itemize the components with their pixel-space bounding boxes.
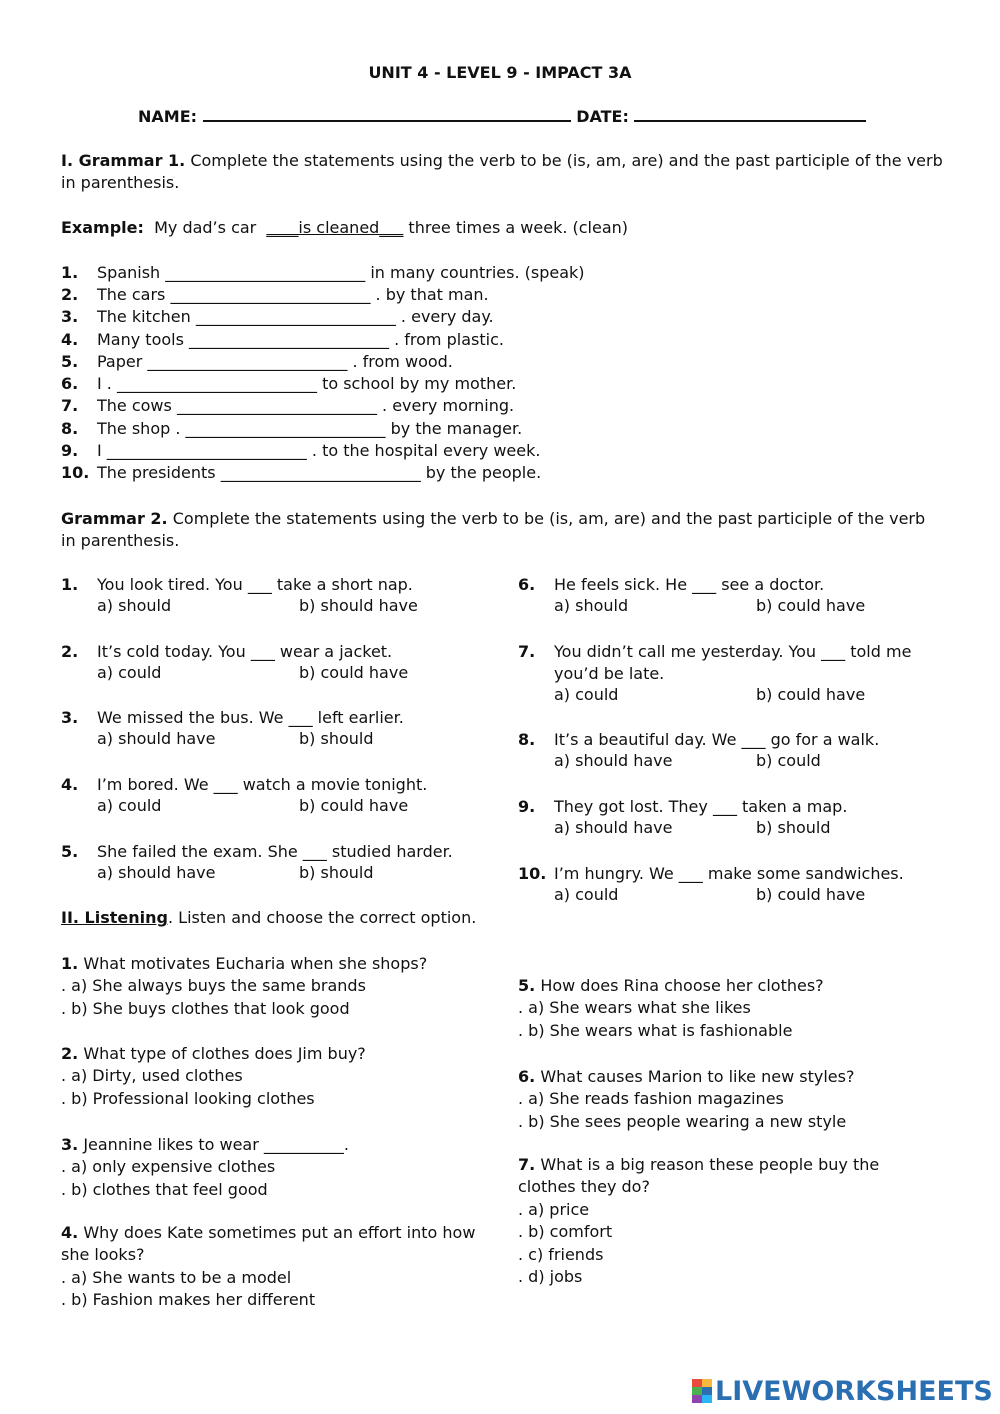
grammar2-question — [518, 641, 948, 707]
grammar1-example — [61, 217, 628, 239]
option-b[interactable]: b) could — [756, 751, 821, 770]
option-a[interactable]: a) could — [97, 663, 162, 682]
example-label: Example: — [61, 218, 144, 237]
item-number: 2. — [61, 285, 79, 304]
grammar2-question — [61, 707, 491, 751]
answer-option[interactable]: . a) She always buys the same brands — [61, 976, 366, 996]
item-text: I . _________________________ to school by my mother. — [97, 374, 517, 393]
grammar2-question — [61, 841, 491, 885]
listening-question — [61, 953, 427, 1020]
option-b[interactable]: b) could have — [756, 885, 866, 904]
listening-question — [61, 1043, 366, 1110]
grammar1-item[interactable] — [61, 351, 453, 373]
grammar1-instructions — [61, 150, 943, 172]
question-number: 7. — [518, 642, 536, 661]
question-text: He feels sick. He ___ see a doctor. — [554, 575, 825, 594]
grammar1-heading: I. Grammar 1. — [61, 151, 186, 170]
liveworksheets-logo[interactable] — [692, 1376, 993, 1406]
grammar2-instructions-line1: Complete the statements using the verb to be (is, am, are) and the past participle of the verb — [172, 509, 926, 528]
grammar2-instructions-line2: in parenthesis. — [61, 531, 180, 550]
grammar2-question — [518, 796, 948, 840]
question-text: It’s cold today. You ___ wear a jacket. — [97, 642, 393, 661]
question-text: I’m bored. We ___ watch a movie tonight. — [97, 775, 428, 794]
liveworksheets-logo-icon — [692, 1379, 712, 1403]
question-text: Jeannine likes to wear __________. — [83, 1135, 349, 1154]
question-number: 4. — [61, 775, 79, 794]
grammar1-instructions-line1: Complete the statements using the verb to be (is, am, are) and the past participle of the verb — [190, 151, 943, 170]
question-text: You didn’t call me yesterday. You ___ told me — [554, 642, 912, 661]
answer-option[interactable]: . a) She reads fashion magazines — [518, 1089, 784, 1109]
question-number: 10. — [518, 864, 547, 883]
item-text: The kitchen _________________________ . every day. — [97, 307, 494, 326]
grammar2-question — [518, 729, 948, 773]
example-answer: ____is cleaned___ — [266, 218, 404, 237]
grammar2-question — [61, 641, 491, 685]
option-a[interactable]: a) should have — [97, 863, 216, 882]
grammar1-item[interactable] — [61, 418, 522, 440]
item-text: Paper _________________________ . from wood. — [97, 352, 453, 371]
item-text: Many tools _________________________ . from plastic. — [97, 330, 504, 349]
question-text-cont: you’d be late. — [554, 664, 665, 683]
option-b[interactable]: b) could have — [756, 685, 866, 704]
listening-heading: II. Listening — [61, 908, 168, 927]
question-number: 9. — [518, 797, 536, 816]
name-label: NAME: — [138, 107, 198, 126]
option-b[interactable]: b) should — [299, 729, 374, 748]
item-number: 1. — [61, 263, 79, 282]
question-number: 3. — [61, 708, 79, 727]
date-label: DATE: — [576, 107, 629, 126]
date-field[interactable] — [634, 106, 866, 122]
item-number: 9. — [61, 441, 79, 460]
option-a[interactable]: a) should — [554, 596, 629, 615]
question-text: They got lost. They ___ taken a map. — [554, 797, 848, 816]
option-b[interactable]: b) could have — [756, 596, 866, 615]
option-b[interactable]: b) should have — [299, 596, 418, 615]
grammar1-item[interactable] — [61, 284, 489, 306]
grammar2-question — [518, 574, 948, 618]
grammar2-question — [61, 574, 491, 618]
item-number: 7. — [61, 396, 79, 415]
option-a[interactable]: a) should have — [97, 729, 216, 748]
option-a[interactable]: a) should have — [554, 818, 673, 837]
grammar2-heading: Grammar 2. — [61, 509, 168, 528]
answer-option[interactable]: . a) She wants to be a model — [61, 1267, 292, 1287]
option-a[interactable]: a) could — [554, 685, 619, 704]
option-b[interactable]: b) could have — [299, 663, 409, 682]
answer-option[interactable]: . b) Fashion makes her different — [61, 1290, 316, 1310]
grammar1-item[interactable] — [61, 440, 540, 462]
grammar1-item[interactable] — [61, 373, 516, 395]
question-number: 1. — [61, 575, 79, 594]
grammar1-item[interactable] — [61, 395, 514, 417]
answer-option[interactable]: . b) She sees people wearing a new style — [518, 1111, 847, 1131]
option-a[interactable]: a) could — [554, 885, 619, 904]
listening-instructions-text: . Listen and choose the correct option. — [167, 908, 477, 927]
question-number: 2. — [61, 642, 79, 661]
question-text: What causes Marion to like new styles? — [540, 1067, 855, 1086]
question-text: You look tired. You ___ take a short nap. — [97, 575, 413, 594]
example-after: three times a week. (clean) — [408, 218, 629, 237]
item-text: The shop . _________________________ by the manager. — [97, 419, 523, 438]
grammar2-instructions — [61, 508, 925, 530]
question-text: It’s a beautiful day. We ___ go for a walk. — [554, 730, 880, 749]
item-number: 5. — [61, 352, 79, 371]
option-b[interactable]: b) should — [299, 863, 374, 882]
question-number: 4. — [61, 1223, 79, 1242]
question-text: She failed the exam. She ___ studied harder. — [97, 842, 453, 861]
option-b[interactable]: b) should — [756, 818, 831, 837]
question-number: 1. — [61, 954, 79, 973]
item-number: 10. — [61, 463, 90, 482]
grammar1-item[interactable] — [61, 462, 541, 484]
answer-option[interactable]: . b) She buys clothes that look good — [61, 998, 350, 1018]
question-text: How does Rina choose her clothes? — [540, 976, 824, 995]
item-text: The cows _________________________ . every morning. — [97, 396, 515, 415]
answer-option[interactable]: . b) Professional looking clothes — [61, 1088, 315, 1108]
name-date-row — [138, 106, 866, 128]
grammar2-question — [61, 774, 491, 818]
listening-question — [518, 1154, 879, 1288]
answer-option[interactable]: . b) She wears what is fashionable — [518, 1020, 793, 1040]
question-number: 6. — [518, 1067, 536, 1086]
question-number: 2. — [61, 1044, 79, 1063]
answer-option[interactable]: . c) friends — [518, 1244, 604, 1264]
answer-option[interactable]: . d) jobs — [518, 1267, 583, 1287]
answer-option[interactable]: . b) clothes that feel good — [61, 1179, 268, 1199]
question-number: 7. — [518, 1155, 536, 1174]
question-text: I’m hungry. We ___ make some sandwiches. — [554, 864, 904, 883]
page-title: UNIT 4 - LEVEL 9 - IMPACT 3A — [368, 63, 632, 82]
listening-question — [518, 975, 824, 1042]
option-a[interactable]: a) should — [97, 596, 172, 615]
item-text: The presidents _________________________ by the people. — [97, 463, 542, 482]
question-number: 5. — [61, 842, 79, 861]
grammar1-item[interactable] — [61, 329, 504, 351]
option-a[interactable]: a) should have — [554, 751, 673, 770]
question-text-cont: she looks? — [61, 1245, 145, 1265]
listening-question — [61, 1222, 475, 1312]
grammar1-instructions-line2: in parenthesis. — [61, 173, 180, 192]
answer-option[interactable]: . b) comfort — [518, 1222, 613, 1242]
answer-option[interactable]: . a) She wears what she likes — [518, 998, 751, 1018]
grammar1-item[interactable] — [61, 306, 494, 328]
listening-question — [61, 1134, 349, 1201]
question-text: What type of clothes does Jim buy? — [83, 1044, 366, 1063]
question-text: Why does Kate sometimes put an effort into how — [83, 1223, 476, 1242]
grammar2-question — [518, 863, 948, 907]
question-number: 6. — [518, 575, 536, 594]
listening-instructions — [61, 907, 476, 929]
question-number: 8. — [518, 730, 536, 749]
option-b[interactable]: b) could have — [299, 796, 409, 815]
item-number: 6. — [61, 374, 79, 393]
item-number: 3. — [61, 307, 79, 326]
grammar1-item[interactable] — [61, 262, 585, 284]
example-before: My dad’s car — [154, 218, 257, 237]
question-text: What is a big reason these people buy the — [540, 1155, 880, 1174]
answer-option[interactable]: . a) only expensive clothes — [61, 1157, 276, 1177]
question-number: 3. — [61, 1135, 79, 1154]
answer-option[interactable]: . a) Dirty, used clothes — [61, 1066, 243, 1086]
item-number: 8. — [61, 419, 79, 438]
item-text: The cars _________________________ . by that man. — [97, 285, 489, 304]
logo-text: LIVEWORKSHEETS — [715, 1375, 993, 1407]
item-number: 4. — [61, 330, 79, 349]
option-a[interactable]: a) could — [97, 796, 162, 815]
question-number: 5. — [518, 976, 536, 995]
item-text: I _________________________ . to the hospital every week. — [97, 441, 541, 460]
answer-option[interactable]: . a) price — [518, 1199, 590, 1219]
item-text: Spanish _________________________ in many countries. (speak) — [97, 263, 585, 282]
question-text-cont: clothes they do? — [518, 1177, 650, 1197]
listening-question — [518, 1066, 854, 1133]
name-field[interactable] — [203, 106, 571, 122]
question-text: We missed the bus. We ___ left earlier. — [97, 708, 404, 727]
question-text: What motivates Eucharia when she shops? — [83, 954, 428, 973]
